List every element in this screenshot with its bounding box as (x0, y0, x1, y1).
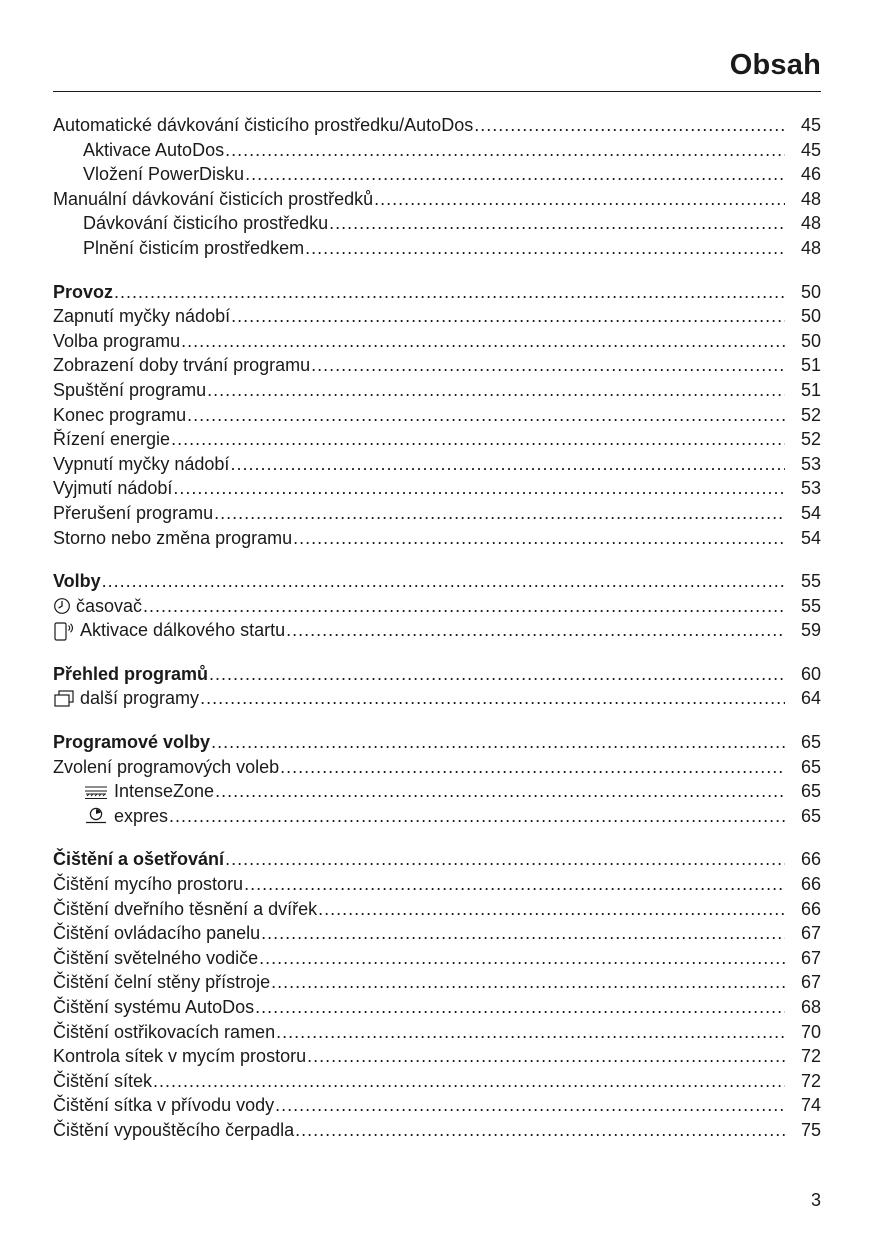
toc-page-number: 51 (800, 379, 821, 400)
toc-section-heading (53, 280, 113, 305)
page-title: Obsah (729, 49, 821, 81)
toc-entry-storno-nebo-zmena-programu[interactable] (53, 526, 821, 551)
toc-entry-label (53, 452, 229, 477)
toc-entry-prehled-programu[interactable] (53, 662, 821, 687)
toc-entry-cisteni-sitek[interactable] (53, 1069, 821, 1094)
toc-entry-intensezone[interactable] (53, 779, 821, 804)
header-divider (53, 91, 821, 92)
toc-entry-text: Automatické dávkování čisticího prostředku/AutoDos (53, 115, 474, 135)
more-programs-icon (53, 689, 75, 709)
dot-leader (225, 847, 785, 872)
toc-page-number: 45 (800, 139, 821, 160)
toc-page-number: 52 (800, 429, 821, 450)
toc-entry-label (53, 686, 199, 711)
remote-start-icon (53, 620, 75, 642)
toc-entry-aktivace-dalkoveho-startu[interactable] (53, 618, 821, 643)
toc-entry-vyjmuti-nadobi[interactable] (53, 476, 821, 501)
toc-entry-text: Plnění čisticím prostředkem (83, 237, 305, 258)
toc-entry-text: Čištění čelní stěny přístroje (53, 972, 271, 993)
toc-entry-text: Čištění sítek (53, 1070, 153, 1091)
toc-page-number: 48 (800, 213, 821, 234)
toc-entry-label (53, 872, 243, 897)
toc-entry-zobrazeni-doby-trvani-programu[interactable] (53, 353, 821, 378)
toc-entry-text: Zobrazení doby trvání programu (53, 355, 311, 376)
toc-entry-label (53, 476, 172, 501)
toc-entry-text: Čištění a ošetřování (53, 849, 225, 870)
toc-entry-cisteni-ovladaciho-panelu[interactable] (53, 921, 821, 946)
toc-entry-text: Řízení energie (53, 429, 171, 450)
toc-entry-volba-programu[interactable] (53, 329, 821, 354)
toc-entry-casovac[interactable] (53, 594, 821, 619)
express-icon (83, 806, 109, 826)
toc-entry-expres[interactable] (53, 804, 821, 829)
dot-leader (329, 211, 785, 236)
dot-leader (244, 872, 785, 897)
dot-leader (114, 280, 785, 305)
toc-entry-volby[interactable] (53, 569, 821, 594)
toc-entry-vlozeni-powerdisku[interactable] (53, 162, 821, 187)
toc-entry-label (53, 353, 310, 378)
dot-leader (259, 946, 785, 971)
dot-leader (305, 236, 785, 261)
toc-entry-cisteni-ostrikovacich-ramen[interactable] (53, 1020, 821, 1045)
toc-page-number: 65 (800, 781, 821, 802)
toc-entry-label (53, 403, 186, 428)
toc-entry-text: Volba programu (53, 330, 181, 351)
toc-entry-text: další programy (80, 688, 200, 709)
toc-entry-rizeni-energie[interactable] (53, 427, 821, 452)
toc-page-number: 66 (800, 898, 821, 919)
toc-entry-text: Čištění dveřního těsnění a dvířek (53, 898, 318, 919)
dot-leader (209, 662, 785, 687)
toc-page-number: 72 (800, 1070, 821, 1091)
toc-entry-label (53, 897, 317, 922)
toc-entry-manualni-davkovani-cisticich-prostredku[interactable] (53, 187, 821, 212)
toc-entry-zvoleni-programovych-voleb[interactable] (53, 755, 821, 780)
toc-entry-label (53, 1044, 306, 1069)
toc-entry-plneni-cisticim-prostredkem[interactable] (53, 236, 821, 261)
toc-entry-label (83, 211, 328, 236)
dot-leader (143, 594, 785, 619)
toc-section-heading (53, 730, 210, 755)
toc-entry-label (53, 187, 373, 212)
toc-entry-label (53, 378, 206, 403)
toc-entry-cisteni-dverniho-tesneni-a-dvirek[interactable] (53, 897, 821, 922)
toc-entry-label (53, 921, 260, 946)
dot-leader (225, 138, 785, 163)
toc-entry-text: Aktivace dálkového startu (80, 620, 286, 641)
dot-leader (261, 921, 785, 946)
toc-page-number: 50 (800, 281, 821, 302)
dot-leader (295, 1118, 785, 1143)
toc-section-heading (53, 662, 208, 687)
dot-leader (286, 618, 785, 643)
toc-page-number: 74 (800, 1095, 821, 1116)
toc-entry-text: Manuální dávkování čisticích prostředků (53, 188, 374, 209)
dot-leader (231, 304, 785, 329)
dot-leader (153, 1069, 785, 1094)
toc-entry-text: Čištění světelného vodiče (53, 947, 259, 968)
toc-entry-label (53, 618, 285, 643)
toc-entry-label (53, 594, 142, 619)
dot-leader (255, 995, 785, 1020)
toc-entry-text: Provoz (53, 281, 114, 302)
toc-entry-label (53, 1093, 274, 1118)
toc-entry-aktivace-autodos[interactable] (53, 138, 821, 163)
toc-page-number: 55 (800, 595, 821, 616)
toc-section-heading (53, 569, 101, 594)
toc-entry-cisteni-vypousteciho-cerpadla[interactable] (53, 1118, 821, 1143)
toc-entry-text: Přerušení programu (53, 502, 214, 523)
toc-entry-text: Přehled programů (53, 663, 209, 684)
toc-entry-text: Vypnutí myčky nádobí (53, 453, 230, 474)
toc-page-number: 54 (800, 502, 821, 523)
toc-entry-label (53, 1020, 275, 1045)
toc-entry-label (83, 804, 168, 829)
toc-entry-label (53, 946, 258, 971)
dot-leader (200, 686, 785, 711)
toc-page-number: 52 (800, 404, 821, 425)
toc-entry-automaticke-davkovani-cisticiho-prostredku-autodos[interactable] (53, 113, 821, 138)
toc-entry-text: Čištění ostřikovacích ramen (53, 1021, 276, 1042)
toc-entry-text: Programové volby (53, 732, 211, 753)
toc-entry-text: Volby (53, 571, 101, 592)
toc-page-number: 54 (800, 527, 821, 548)
toc-page-number: 72 (800, 1046, 821, 1067)
toc-entry-text: Čištění ovládacího panelu (53, 923, 261, 944)
toc-page-number: 51 (800, 355, 821, 376)
toc-page-number: 48 (800, 188, 821, 209)
toc-entry-cisteni-myciho-prostoru[interactable] (53, 872, 821, 897)
dot-leader (173, 476, 785, 501)
toc-page-number: 67 (800, 923, 821, 944)
toc-entry-label (83, 162, 244, 187)
toc-entry-label (83, 236, 304, 261)
toc-entry-cisteni-celni-steny-pristroje[interactable] (53, 970, 821, 995)
dot-leader (181, 329, 785, 354)
dot-leader (474, 113, 785, 138)
toc-page-number: 64 (800, 688, 821, 709)
toc-page-number: 53 (800, 453, 821, 474)
toc-entry-text: IntenseZone (114, 781, 215, 802)
toc-entry-cisteni-systemu-autodos[interactable] (53, 995, 821, 1020)
toc-page-number: 65 (800, 805, 821, 826)
toc-page-number: 53 (800, 478, 821, 499)
toc-entry-kontrola-sitek-v-mycim-prostoru[interactable] (53, 1044, 821, 1069)
toc-page-number: 66 (800, 874, 821, 895)
toc-entry-label (53, 1069, 152, 1094)
toc-entry-cisteni-sitka-v-privodu-vody[interactable] (53, 1093, 821, 1118)
toc-page-number: 65 (800, 732, 821, 753)
toc-entry-text: Čištění sítka v přívodu vody (53, 1095, 275, 1116)
toc-entry-label (53, 113, 473, 138)
toc-entry-cisteni-svetelneho-vodice[interactable] (53, 946, 821, 971)
toc-page-number: 70 (800, 1021, 821, 1042)
toc-entry-cisteni-a-osetrovani[interactable] (53, 847, 821, 872)
toc-entry-text: expres (114, 805, 169, 826)
dot-leader (280, 755, 785, 780)
toc-entry-text: Dávkování čisticího prostředku (83, 213, 329, 234)
toc-entry-zapnuti-mycky-nadobi[interactable] (53, 304, 821, 329)
clock-icon (53, 597, 71, 615)
toc-entry-label (83, 138, 224, 163)
toc-entry-programove-volby[interactable] (53, 730, 821, 755)
toc-page-number: 48 (800, 237, 821, 258)
toc-page-number: 75 (800, 1119, 821, 1140)
toc-page-number: 67 (800, 972, 821, 993)
dot-leader (275, 1093, 785, 1118)
dot-leader (245, 162, 785, 187)
page-number: 3 (810, 1190, 821, 1210)
toc-page-number: 67 (800, 947, 821, 968)
dot-leader (171, 427, 785, 452)
toc-entry-label (53, 995, 254, 1020)
toc-entry-text: Zvolení programových voleb (53, 756, 280, 777)
toc-entry-label (53, 427, 170, 452)
toc-entry-label (53, 304, 230, 329)
dot-leader (215, 779, 785, 804)
toc-page-number: 68 (800, 997, 821, 1017)
toc-entry-dalsi-programy[interactable] (53, 686, 821, 711)
toc-page-number: 46 (800, 164, 821, 185)
toc-entry-text: Spuštění programu (53, 379, 207, 400)
toc-entry-text: Vložení PowerDisku (83, 164, 245, 185)
toc-entry-text: Storno nebo změna programu (53, 527, 293, 548)
toc-page-number: 45 (800, 115, 821, 135)
dot-leader (374, 187, 785, 212)
dot-leader (102, 569, 785, 594)
toc-entry-text: Čištění vypouštěcího čerpadla (53, 1119, 295, 1140)
toc-entry-label (53, 526, 292, 551)
toc-entry-preruseni-programu[interactable] (53, 501, 821, 526)
toc-page-number: 59 (800, 620, 821, 641)
dot-leader (293, 526, 785, 551)
toc-entry-label (53, 501, 213, 526)
toc-entry-konec-programu[interactable] (53, 403, 821, 428)
dot-leader (230, 452, 785, 477)
dot-leader (211, 730, 785, 755)
dot-leader (307, 1044, 785, 1069)
dot-leader (271, 970, 785, 995)
toc-page-number: 50 (800, 330, 821, 351)
toc-entry-text: Vyjmutí nádobí (53, 478, 173, 499)
toc-entry-spusteni-programu[interactable] (53, 378, 821, 403)
intensezone-icon (83, 782, 109, 802)
dot-leader (318, 897, 785, 922)
dot-leader (311, 353, 785, 378)
toc-entry-provoz[interactable] (53, 280, 821, 305)
dot-leader (187, 403, 785, 428)
toc-entry-text: Kontrola sítek v mycím prostoru (53, 1046, 307, 1067)
toc-entry-label (83, 779, 214, 804)
dot-leader (207, 378, 785, 403)
toc-entry-davkovani-cisticiho-prostredku[interactable] (53, 211, 821, 236)
toc-entry-text: Aktivace AutoDos (83, 139, 225, 160)
toc-entry-text: Zapnutí myčky nádobí (53, 306, 231, 327)
dot-leader (169, 804, 785, 829)
toc-section-heading (53, 847, 224, 872)
toc-entry-text: časovač (76, 595, 143, 616)
toc-page-number: 50 (800, 306, 821, 327)
toc-page-number: 65 (800, 756, 821, 777)
dot-leader (276, 1020, 785, 1045)
toc-entry-text: Čištění mycího prostoru (53, 874, 244, 895)
table-of-contents (53, 113, 821, 1143)
toc-entry-label (53, 970, 270, 995)
toc-entry-label (53, 755, 279, 780)
toc-entry-vypnuti-mycky-nadobi[interactable] (53, 452, 821, 477)
toc-entry-text: Konec programu (53, 404, 187, 425)
toc-page-number: 60 (800, 663, 821, 684)
toc-entry-label (53, 1118, 294, 1143)
toc-entry-label (53, 329, 180, 354)
toc-page-number: 55 (800, 571, 821, 592)
toc-entry-text: Čištění systému AutoDos (53, 997, 255, 1017)
dot-leader (214, 501, 785, 526)
toc-page-number: 66 (800, 849, 821, 870)
